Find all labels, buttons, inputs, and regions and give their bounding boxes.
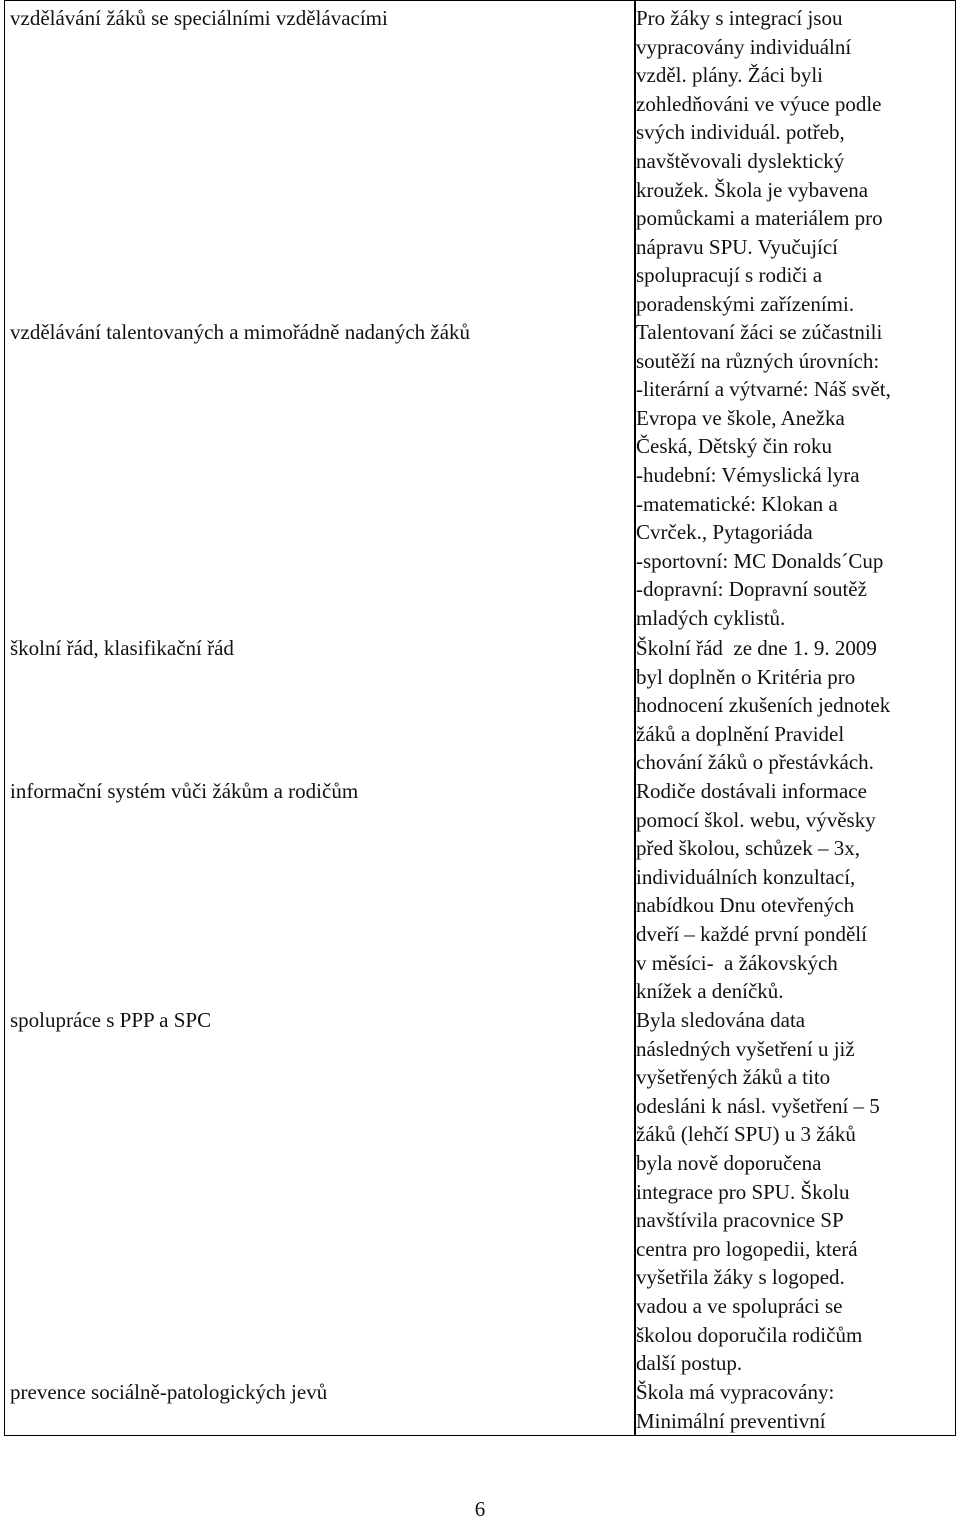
row-text-information-system: Rodiče dostávali informace pomocí škol. webu, vývěsky před školou, schůzek – 3x, individuálních konzultací, nabídkou Dnu otevřených dveří – každé první pondělí v měsíci- a žákovských knížek a deníčků. [636,779,876,1004]
row-label-information-system: informační systém vůči žákům a rodičům [10,779,359,803]
row-label-talented-students: vzdělávání talentovaných a mimořádně nadaných žáků [10,320,471,344]
row-text-school-rules: Školní řád ze dne 1. 9. 2009 byl doplněn o Kritéria pro hodnocení zkušeních jednotek žáků a doplnění Pravidel chování žáků o přestávkách. [636,636,891,775]
row-text-special-education: Pro žáky s integrací jsou vypracovány individuální vzděl. plány. Žáci byli zohledňováni ve výuce podle svých individuál. potřeb, navštěvovali dyslektický kroužek. Škola je vybavena pomůckami a materiálem pro nápravu SPU. Vyučující spolupracují s rodiči a poradenskými zařízeními. [636,6,883,316]
row-label-ppp-spc-cooperation: spolupráce s PPP a SPC [10,1008,212,1032]
row-text-prevention: Škola má vypracovány: Minimální preventivní [636,1380,835,1433]
row-text-talented-students: Talentovaní žáci se zúčastnili soutěží na různých úrovních: -literární a výtvarné: Náš svět, Evropa ve škole, Anežka Česká, Dětský čin roku -hudební: Vémyslická lyra -matematické: Klokan a Cvrček., Pytagoriáda -sportovní: MC Donalds´Cup -dopravní: Dopravní soutěž mladých cyklistů. [636,320,891,630]
row-label-school-rules: školní řád, klasifikační řád [10,636,234,660]
row-label-prevention: prevence sociálně-patologických jevů [10,1380,328,1404]
row-label-special-education: vzdělávání žáků se speciálními vzdělávacími [10,6,388,30]
page-number: 6 [474,1497,486,1521]
row-text-ppp-spc-cooperation: Byla sledována data následných vyšetření u již vyšetřených žáků a tito odesláni k násl. vyšetření – 5 žáků (lehčí SPU) u 3 žáků byla nově doporučena integrace pro SPU. Školu navštívila pracovnice SP centra pro logopedii, která vyšetřila žáky s logoped. vadou a ve spolupráci se školou doporučila rodičům další postup. [636,1008,880,1376]
